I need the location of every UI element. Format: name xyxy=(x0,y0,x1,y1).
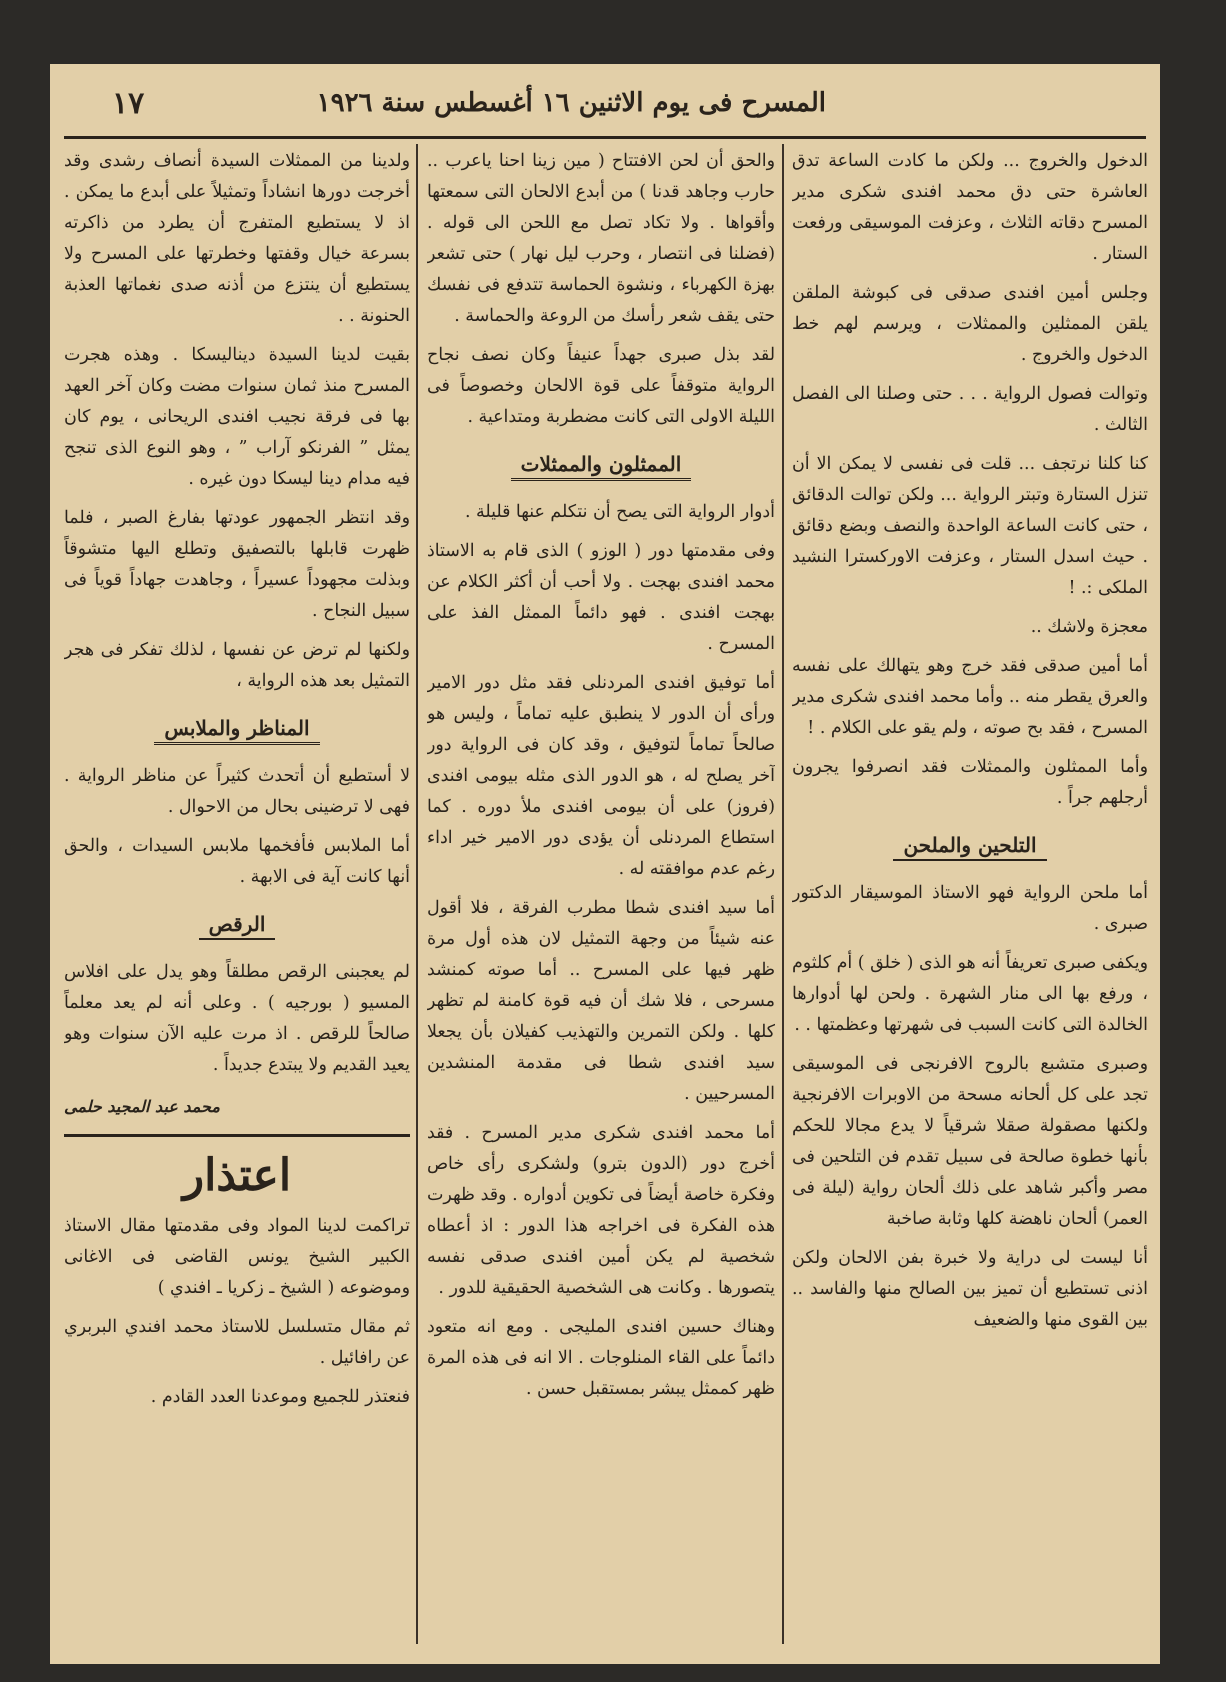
paragraph: لقد بذل صبرى جهداً عنيفاً وكان نصف نجاح الرواية متوقفاً على قوة الالحان وخصوصاً فى الليلة الاولى التى كانت مضطربة ومتداعية . xyxy=(427,345,775,427)
paragraph: فنعتذر للجميع وموعدنا العدد القادم . xyxy=(150,1387,410,1407)
section-heading-text: المناظر والملابس xyxy=(154,716,319,745)
paragraph: وجلس أمين افندى صدقى فى كبوشة الملقن يلقن الممثلين والممثلات ، ويرسم لهم خط الدخول والخروج . xyxy=(792,283,1148,365)
column-left xyxy=(64,146,410,1641)
column-divider xyxy=(416,144,418,1644)
paragraph: أنا ليست لى دراية ولا خبرة بفن الالحان ولكن اذنى تستطيع أن تميز بين الصالح منها والفاسد .. بين القوى منها والضعيف xyxy=(792,1248,1148,1330)
paragraph: ولكنها لم ترض عن نفسها ، لذلك تفكر فى هجر التمثيل بعد هذه الرواية ، xyxy=(64,640,410,691)
newspaper-page xyxy=(50,64,1160,1664)
paragraph: وفى مقدمتها دور ( الوزو ) الذى قام به الاستاذ محمد افندى بهجت . ولا أحب أن أكثر الكلام عن بهجت افندى . فهو دائماً الممثل الفذ على المسرح . xyxy=(427,541,775,654)
paragraph: أما محمد افندى شكرى مدير المسرح . فقد أخرج دور (الدون بترو) ولشكرى رأى خاص وفكرة خاصة أيضاً فى تكوين أدواره . وقد ظهرت هذه الفكرة فى اخراجه هذا الدور : اذ أعطاه شخصية لم يكن أمين افندى صدقى نفسه يتصورها . وكانت هى الشخصية الحقيقية للدور . xyxy=(427,1123,775,1298)
section-heading xyxy=(64,907,410,941)
section-heading-text: التلحين والملحن xyxy=(893,833,1046,861)
paragraph: والحق أن لحن الافتتاح ( مين زينا احنا ياعرب .. حارب وجاهد قدنا ) من أبدع الالحان التى سمعتها وأقواها . ولا تكاد تصل مع اللحن الى قوله . (فضلنا فى انتصار ، وحرب ليل نهار ) حتى تشعر بهزة الكهرباء ، ونشوة الحماسة تتدفع فى نفسك حتى يقف شعر رأسك من الروعة والحماسة . xyxy=(427,151,775,326)
section-heading xyxy=(64,711,410,745)
page-number: ١٧ xyxy=(112,86,145,121)
paragraph: أما ملحن الرواية فهو الاستاذ الموسيقار الدكتور صبرى . xyxy=(792,883,1148,934)
paragraph: أدوار الرواية التى يصح أن نتكلم عنها قليلة . xyxy=(464,502,775,522)
paragraph: ويكفى صبرى تعريفاً أنه هو الذى ( خلق ) أم كلثوم ، ورفع بها الى منار الشهرة . ولحن لها أدوارها الخالدة التى كانت السبب فى شهرتها وعظمتها . . xyxy=(792,953,1148,1035)
paragraph: وصبرى متشبع بالروح الافرنجى فى الموسيقى تجد على كل ألحانه مسحة من الاوبرات الافرنجية ولكنها مصقولة صقلا شرقياً لا يدع مجالا للحكم بأنها خطوة صالحة فى سبيل تقدم فن التلحين فى مصر وأكبر شاهد على ذلك ألحان رواية (ليلة فى العمر) ألحان ناهضة كلها وثابة صاخبة xyxy=(792,1054,1148,1229)
paragraph: ثم مقال متسلسل للاستاذ محمد افندي البربري عن رافائيل . xyxy=(64,1317,410,1368)
column-middle xyxy=(427,146,775,1641)
paragraph: ولدينا من الممثلات السيدة أنصاف رشدى وقد أخرجت دورها انشاداً وتمثيلاً على أبدع ما يمكن . اذ لا يستطيع المتفرج أن يطرد من ذاكرته بسرعة خيال وقفتها وخطرتها على المسرح ولا يستطيع أن ينتزع من أذنه صدى نغماتها العذبة الحنونة . . xyxy=(64,151,410,326)
column-right xyxy=(792,146,1148,1641)
paragraph: أما الملابس فأفخمها ملابس السيدات ، والحق أنها كانت آية فى الابهة . xyxy=(64,836,410,887)
section-heading xyxy=(427,447,775,481)
paragraph: وهناك حسين افندى المليجى . ومع انه متعود دائماً على القاء المنلوجات . الا انه فى هذه المرة ظهر كممثل يبشر بمستقبل حسن . xyxy=(427,1317,775,1399)
paragraph: الدخول والخروج ... ولكن ما كادت الساعة تدق العاشرة حتى دق محمد افندى شكرى مدير المسرح دقاته الثلاث ، وعزفت الموسيقى ورفعت الستار . xyxy=(792,151,1148,264)
paragraph: أما أمين صدقى فقد خرج وهو يتهالك على نفسه والعرق يقطر منه .. وأما محمد افندى شكرى مدير المسرح ، فقد بح صوته ، ولم يقو على الكلام . ! xyxy=(792,656,1148,738)
paragraph: أما سيد افندى شطا مطرب الفرقة ، فلا أقول عنه شيئاً من وجهة التمثيل لان هذه أول مرة ظهر فيها على المسرح .. أما صوته كمنشد مسرحى ، فلا شك أن فيه قوة كامنة لم تظهر كلها . ولكن التمرين والتهذيب كفيلان بأن يجعلا سيد افندى شطا فى مقدمة المنشدين المسرحيين . xyxy=(427,898,775,1104)
apology-title: اعتذار xyxy=(182,1150,292,1201)
header-rule xyxy=(64,136,1146,139)
paragraph: وأما الممثلون والممثلات فقد انصرفوا يجرون أرجلهم جراً . xyxy=(792,757,1148,808)
paragraph: بقيت لدينا السيدة ديناليسكا . وهذه هجرت المسرح منذ ثمان سنوات مضت وكان آخر العهد بها فى فرقة نجيب افندى الريحانى ، يوم كان يمثل ” الفرنكو آراب ” ، وهو النوع الذى تنجح فيه مدام دينا ليسكا دون غيره . xyxy=(64,345,410,489)
paragraph: تراكمت لدينا المواد وفى مقدمتها مقال الاستاذ الكبير الشيخ يونس القاضى فى الاغانى وموضوعه ( الشيخ ـ زكريا ـ افندي ) xyxy=(64,1216,410,1298)
page-header xyxy=(68,86,1146,126)
paragraph: كنا كلنا نرتجف ... قلت فى نفسى لا يمكن الا أن تنزل الستارة وتبتر الرواية ... ولكن توالت الدقائق ، حتى كانت الساعة الواحدة والنصف وبضع دقائق . حيث اسدل الستار ، وعزفت الاوركسترا النشيد الملكى :. ! xyxy=(792,454,1148,598)
section-rule xyxy=(64,1134,410,1137)
section-heading xyxy=(792,828,1148,862)
section-heading-text: الرقص xyxy=(199,912,276,940)
paragraph: وقد انتظر الجمهور عودتها بفارغ الصبر ، فلما ظهرت قابلها بالتصفيق وتطلع اليها متشوقاً وبذلت مجهوداً عسيراً ، وجاهدت جهاداً قوياً فى سبيل النجاح . xyxy=(64,508,410,621)
header-title: المسرح فى يوم الاثنين ١٦ أغسطس سنة ١٩٢٦ xyxy=(316,88,826,118)
paragraph: أما توفيق افندى المردنلى فقد مثل دور الامير ورأى أن الدور لا ينطبق عليه تماماً ، وليس هو صالحاً تماماً لتوفيق ، وقد كان فى الرواية دور آخر يصلح له ، هو الدور الذى مثله بيومى افندى (فروز) على أن بيومى افندى ملأ دوره . كما استطاع المردنلى أن يؤدى دور الامير خير اداء رغم عدم موافقته له . xyxy=(427,673,775,879)
section-heading-text: الممثلون والممثلات xyxy=(511,452,692,481)
paragraph: معجزة ولاشك .. xyxy=(1030,617,1148,637)
paragraph: وتوالت فصول الرواية . . . حتى وصلنا الى الفصل الثالث . xyxy=(792,384,1148,435)
paragraph: لا أستطيع أن أتحدث كثيراً عن مناظر الرواية . فهى لا ترضينى بحال من الاحوال . xyxy=(64,766,410,817)
author-signature: محمد عبد المجيد حلمى xyxy=(64,1097,220,1116)
column-divider xyxy=(782,144,784,1644)
paragraph: لم يعجبنى الرقص مطلقاً وهو يدل على افلاس المسيو ( بورجيه ) . وعلى أنه لم يعد معلماً صالحاً للرقص . اذ مرت عليه الآن سنوات وهو يعيد القديم ولا يبتدع جديداً . xyxy=(64,962,410,1075)
